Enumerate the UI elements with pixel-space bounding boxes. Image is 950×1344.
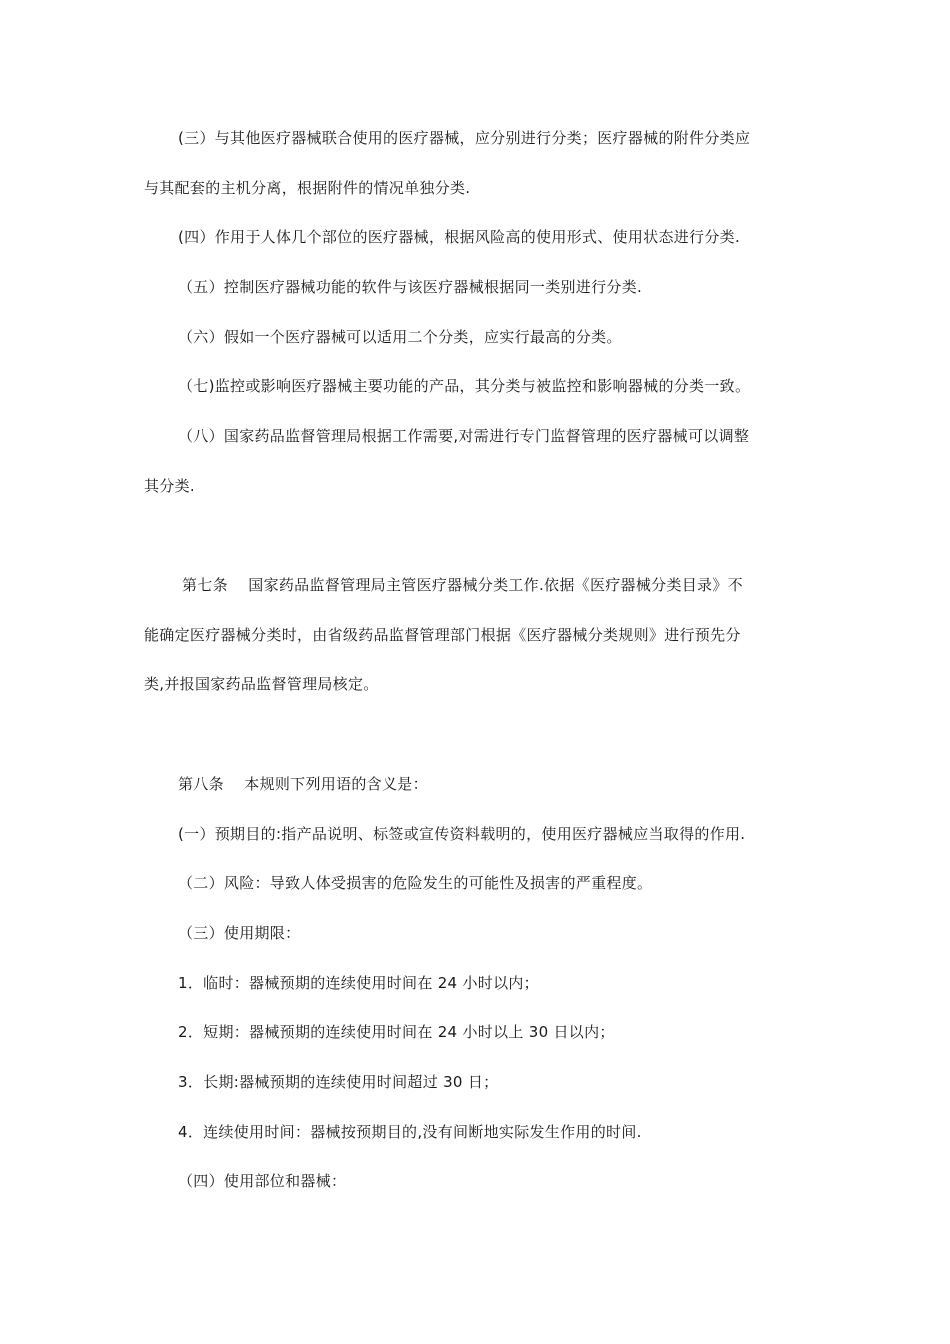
definition-duration-heading: （三）使用期限：	[178, 924, 301, 942]
paragraph-3-continued: 与其配套的主机分离，根据附件的情况单独分类.	[144, 179, 471, 197]
duration-item-long-term: 3．长期:器械预期的连续使用时间超过 30 日；	[178, 1073, 499, 1091]
article-7-continued-1: 能确定医疗器械分类时，由省级药品监督管理部门根据《医疗器械分类规则》进行预先分	[144, 626, 741, 644]
duration-item-short-term: 2．短期：器械预期的连续使用时间在 24 小时以上 30 日以内；	[178, 1023, 615, 1041]
paragraph-7-monitoring: （七)监控或影响医疗器械主要功能的产品，其分类与被监控和影响器械的分类一致。	[178, 377, 751, 395]
paragraph-8-adjustment: （八）国家药品监督管理局根据工作需要,对需进行专门监督管理的医疗器械可以调整	[178, 427, 750, 445]
paragraph-4-body-parts: (四）作用于人体几个部位的医疗器械，根据风险高的使用形式、使用状态进行分类.	[178, 228, 741, 246]
definition-risk: （二）风险：导致人体受损害的危险发生的可能性及损害的严重程度。	[178, 874, 653, 892]
paragraph-8-continued: 其分类.	[144, 477, 195, 495]
duration-item-continuous-use: 4．连续使用时间：器械按预期目的,没有间断地实际发生作用的时间.	[178, 1123, 642, 1141]
paragraph-3-combined-use: (三）与其他医疗器械联合使用的医疗器械，应分别进行分类；医疗器械的附件分类应	[178, 129, 751, 147]
paragraph-5-software: （五）控制医疗器械功能的软件与该医疗器械根据同一类别进行分类.	[178, 278, 643, 296]
duration-item-temporary: 1．临时：器械预期的连续使用时间在 24 小时以内；	[178, 974, 539, 992]
paragraph-6-highest-class: （六）假如一个医疗器械可以适用二个分类，应实行最高的分类。	[178, 328, 622, 346]
article-7-heading-line: 第七条 国家药品监督管理局主管医疗器械分类工作.依据《医疗器械分类目录》不	[182, 576, 743, 594]
definition-usage-site-heading: （四）使用部位和器械：	[178, 1172, 347, 1190]
definition-intended-purpose: (一）预期目的:指产品说明、标签或宣传资料载明的，使用医疗器械应当取得的作用.	[178, 825, 746, 843]
article-8-heading-line: 第八条 本规则下列用语的含义是：	[178, 775, 428, 793]
article-7-continued-2: 类,并报国家药品监督管理局核定。	[144, 675, 379, 693]
